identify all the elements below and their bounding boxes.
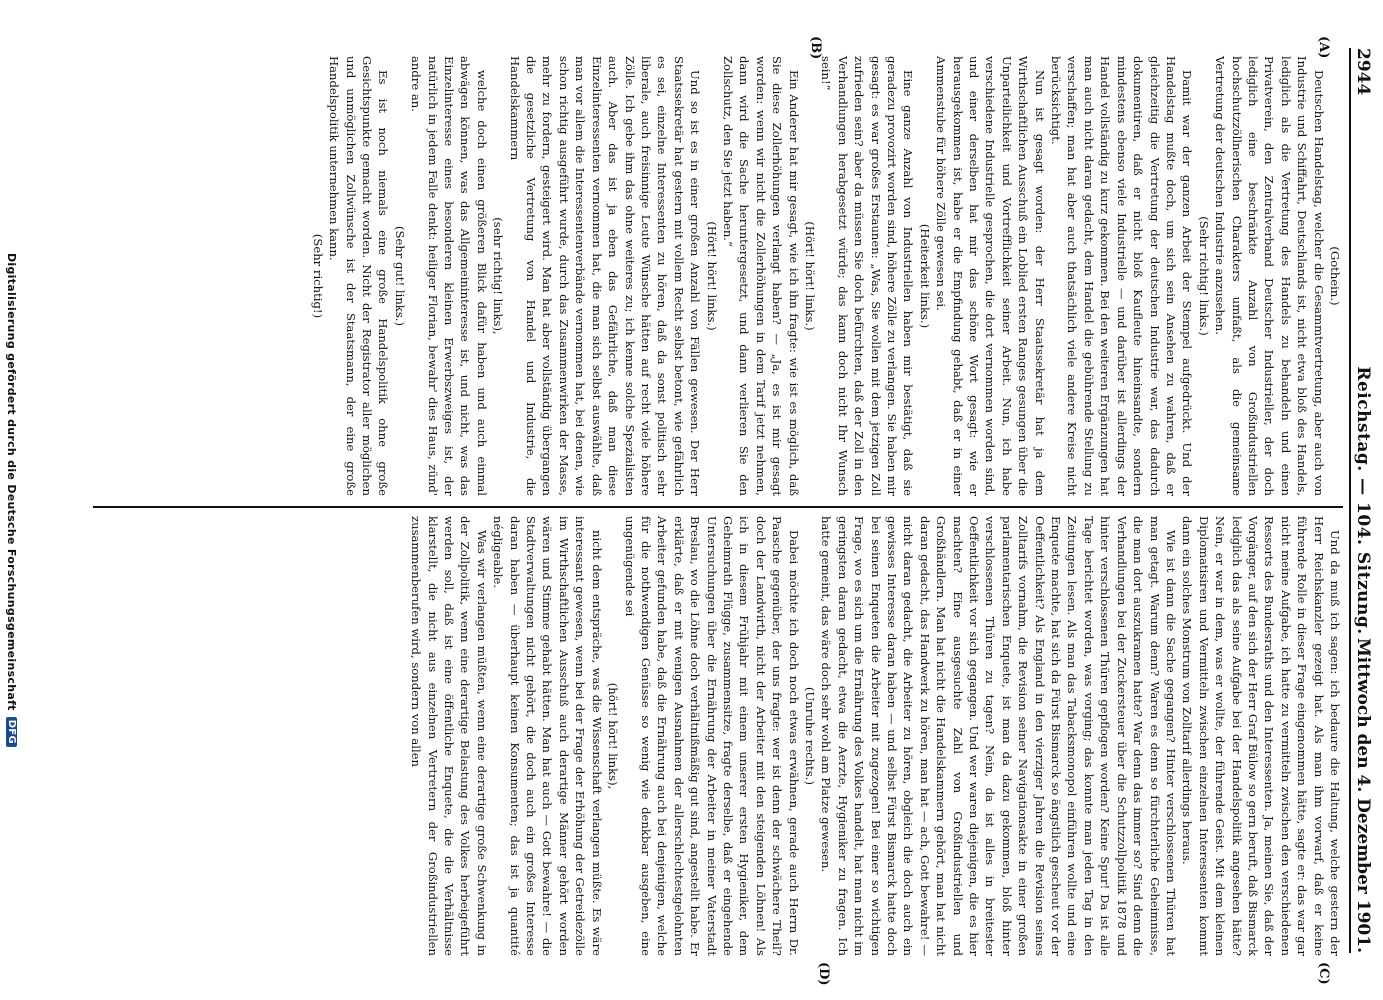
paragraph: Nun ist gesagt worden: der Herr Staatssekretär hat ja dem Wirthschaftlichen Ausschuß ein Loblied ersten Ranges gesungen über die Unparteilichkeit und Vortrefflichkeit seiner Arbeit. Nun, ich habe verschiedene Industrielle gesprochen, die dort vernommen worden sind, und einer derselben hat mir das schöne Wort gesagt: wie er herausgekommen ist, habe er die Empfindung gehabt, daß er in einer Ammenstube für höhere Zölle gewesen sei. [934,56,1047,496]
paragraph: Und da muß ich sagen: ich bedaure die Haltung, welche gestern der Herr Reichskanzler gezeigt hat. Als man ihm vorwarf, daß er keine führende Rolle in dieser Frage eingenommen hätte, sagte er: das war gar nicht meine Aufgabe, ich hatte zu vermitteln zwischen den verschiedenen Ressorts des Bundesraths und den Interessenten. Ja, meinen Sie, daß der Vorgänger, auf den sich der Herr Graf Bülow so gern beruft, daß Bismarck lediglich das als seine Aufgabe bei der Handelspolitik angesehen hätte? Nein, er war in dem, was er wollte, der führende Geist. Mit dem kleinen Diplomatisiren und Vermitteln zwischen einzelnen Interessenten kommt dann ein solches Monstrum von Zolltarif allerdings heraus. [1180,516,1342,956]
reaction: (sehr richtig! links), [491,217,506,335]
reaction: (Hört! hört! links.) [803,221,817,331]
header-date: Mittwoch den 4. Dezember 1901. [1353,637,1373,953]
digitization-footer [5,0,18,1000]
paragraph: welche doch einen größeren Blick dafür haben und auch einmal abwägen können, was das Allgemeininteresse ist, und nicht, was das Einzelinteresse eines besonderen kleinen Erwerbszweiges ist, der natürlich in jedem Falle denkt: heiliger Florian, bewahr' dies Haus, zünd' andre an. [409,56,489,496]
paragraph: Es ist noch niemals eine große Handelspolitik ohne große Gesichtspunkte gemacht worden. Nicht der Registrator aller möglichen und unmöglichen Zollwünsche ist der Staatsmann, der eine große Handelspolitik unternehmen kann. [327,56,391,496]
header-rule [1349,48,1351,953]
margin-marker-a: (A) [1316,36,1331,59]
reaction: (Sehr gut! links.) [392,226,407,326]
reaction: (hört! hört! links), [606,682,621,790]
paragraph: Dabei möchte ich doch noch etwas erwähnen, gerade auch Herrn Dr. Paasche gegenüber, der uns fragte: wer ist denn der schwächere Theil? doch der Landwirth, nicht der Arbeiter mit den steigenden Löhnen! Als ich in diesem Frühjahr mit einem unserer ersten Hygieniker, dem Geheimrath Flügge, zusammensitze, fragte derselbe, daß er eingehende Untersuchungen über die Ernährung der Arbeiter in meiner Vaterstadt Breslau, wo die Löhne doch verhältnißmäßig gut sind, angestellt habe. Er erklärte, daß er mit wenigen Ausnahmen der allerschlechtestgelohnten Arbeiter gefunden habe, daß die Ernährung auch bei denjenigen, welche für die nothwendigen Genüsse so wenig wie denkbar ausgeben, eine ungenügende sei [622,516,801,956]
paragraph: Damit war der ganzen Arbeit der Stempel aufgedrückt. Und der Handelstag mußte doch, um sich sein Ansehen zu wahren, daß er gleichzeitig die Vertretung der deutschen Industrie war, das dadurch dokumentiren, daß er nicht bloß Kaufleute hineinsandte, sondern mindestens ebenso viele Industrielle — und darüber ist allerdings der Handel vollständig zu kurz gekommen. Bei den weiteren Ergänzungen hat man auch nicht daran gedacht, dem Handel die gebührende Stellung zu verschaffen; man hat aber auch thatsächlich viele andere Kreise nicht berücksichtigt. [1049,56,1195,496]
column-divider [93,506,1343,508]
paragraph: Und so ist es in einer großen Anzahl von Fällen gewesen. Der Herr Staatssekretär hat gestern mit vollem Recht selbst betont, wie gefährlich es sei, einzelne Interessenten zu hören, daß da sonst politisch sehr liberale, auch freisinnige Leute Wünsche hätten auf recht viele höhere Zölle. Ich gebe ihm das ohne weiteres zu; ich kenne solche Spezialisten auch. Aber das ist ja eben das Gefährliche, daß man diese Einzelinteressenten vernommen hat, die man sich selbst auswählte, daß man vor allem die Interessentenverbände vernommen hat, bei denen, wie schon richtig ausgeführt wurde, durch das Zusammenwirken der Masse, mehr zu fordern, gesteigert wird. Man hat aber vollständig übergangen die gesetzliche Vertretung von Handel und Industrie, die Handelskammern [507,56,703,496]
paragraph: Ein Anderer hat mir gesagt, wie ich ihn fragte: wie ist es möglich, daß Sie diese Zollerhöhungen verlangt haben? — „Ja, es ist mir gesagt worden: wenn wir nicht die Zollerhöhungen in dem Tarif jetzt nehmen, dann wird die Sache heruntergesetzt, und dann verlieren Sie den Zollschutz, den Sie jetzt haben.“ [720,56,801,496]
paragraph: Wie ist dann die Sache gegangen? Hinter verschlossenen Thüren hat man getagt. Warum denn? Waren es denn so fürchterliche Geheimnisse, die man dort auszukramen hatte? War denn das immer so? Sind denn die Verhandlungen bei der Zuckersteuer über die Schutzzollpolitik 1878 und hinter verschlossenen Thüren gepflogen worden? Keine Spur! Da ist alle Tage berichtet worden, was vorging; das konnte man jeden Tag in den Zeitungen lesen. Als man das Tabacksmonopol einführen wollte und eine Enquete machte, hat sich da Fürst Bismarck so ängstlich gescheut vor der Oeffentlichkeit? Als England in den vierziger Jahren die Revision seines Zolltarifs vornahm, die Revision seiner Navigationsakte in einer großen parlamentarischen Enquete, ist man da dazu gekommen, bloß hinter verschlossenen Thüren zu tagen? Nein, da ist alles in breitester Oeffentlichkeit vor sich gegangen. Und wer waren diejenigen, die es hier machten? Eine ausgesuchte Zahl von Großindustriellen und Großhändlern. Man hat nicht die Handelskammern gehört, man hat nicht daran gedacht, das Handwerk zu hören, man hat — ach, Gott bewahre! — nicht daran gedacht, die Arbeiter zu hören, obgleich die doch auch ein gewisses Interesse daran haben — und selbst Fürst Bismarck hatte doch bei seinen Enqueten die Arbeiter mit zugezogen! Bei einer so wichtigen Frage, wo es sich um die Ernährung des Volkes handelt, hat man nicht im geringsten daran gedacht, etwa die Aerzte, Hygieniker zu fragen. Ich hatte gemeint, das wäre doch sehr wohl am Platze gewesen. [819,516,1178,956]
right-column [408,516,1343,956]
margin-marker-b: (B) [808,36,823,60]
page-number: 2944 [1353,48,1373,96]
reaction: (Hört! hört! links.) [704,221,719,331]
reaction: (Sehr richtig! links.) [1196,216,1211,336]
speaker-name: (Gothein.) [1328,246,1342,306]
paragraph: Was wir verlangen müßten, wenn eine derartige große Schwenkung in der Zollpolitik, wenn eine derartige Belastung des Volkes herbeigeführt werden soll, daß ist eine öffentliche Enquete, die die Verhältnisse klarstellt, die nicht aus einzelnen Vertretern der Großindustriellen zusammenberufen wird, sondern von allen [409,516,489,956]
page-header [1347,48,1377,953]
paragraph: Eine ganze Anzahl von Industriellen haben mir bestätigt, daß sie geradezu provozirt worden sind, höhere Zölle zu verlangen. Sie haben mir gesagt: es war großes Erstaunen: „Was, Sie wollen mit dem jetzigen Zoll zufrieden sein? aber da müssen Sie doch befürchten, daß der Zoll in den Verhandlungen herabgesetzt würde; das kann doch nicht Ihr Wunsch sein!“ [819,56,916,496]
paragraph: nicht dem entspräche, was die Wissenschaft verlangen müßte. Es wäre interessant gewesen, wenn bei der Frage der Erhöhung der Getreidezölle im Wirthschaftlichen Ausschuß auch derartige Männer gehört worden wären und Stimme gehabt hätten. Man hat auch — Gott bewahre! — die Stadtverwaltungen nicht gehört, die doch auch ein großes Interesse daran haben — überhaupt keinen Konsumenten; das ist ja quantité négligeable. [491,516,604,956]
left-column [309,56,1343,496]
reaction: (Heiterkeit links.) [917,223,932,329]
dfg-logo: DFG [6,717,17,747]
reaction: (Unruhe rechts.) [803,687,817,785]
margin-marker-c: (C) [1316,962,1331,985]
header-title: Reichstag. — 104. Sitzung. [1353,366,1373,635]
paragraph: Deutschen Handelstag, welcher die Gesammtvertretung, aber auch von Industrie und Schiffahrt, Deutschlands ist, nicht etwa bloß des Handels, lediglich als die Vertretung des Handels zu behandeln und einen Privatverein, den Zentralverband Deutscher Industrieller, der doch lediglich eine beschränkte Anzahl von Großindustriellen hochschutzzöllnerischen Charakters umfaßt, als die gemeinsame Vertretung der deutschen Industrie anzusehen. [1213,56,1326,496]
reaction: (Sehr richtig!) [310,233,325,319]
margin-marker-d: (D) [816,962,831,986]
footer-text: Digitalisierung gefördert durch die Deutsche Forschungsgemeinschaft [5,252,18,711]
